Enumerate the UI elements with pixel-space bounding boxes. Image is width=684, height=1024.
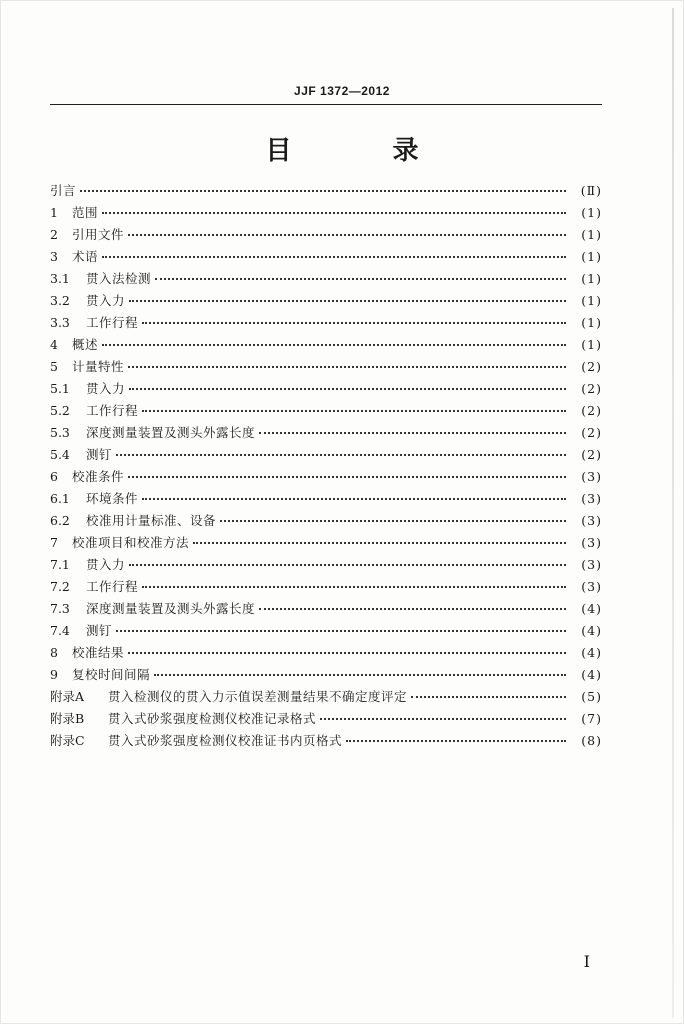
- toc-entry-number: 3: [50, 249, 58, 264]
- toc-entry-label: 贯入式砂浆强度检测仪校准证书内页格式: [108, 733, 343, 748]
- toc-entry-label: 引用文件: [72, 227, 125, 242]
- toc-dot-leader: [411, 696, 566, 698]
- toc-entry-number: 3.3: [50, 315, 70, 330]
- toc-entry[interactable]: [50, 378, 602, 400]
- toc-entry[interactable]: [50, 664, 602, 686]
- toc-dot-leader: [102, 344, 566, 346]
- toc-entry-number: 4: [50, 337, 58, 352]
- toc-entry-label: 校准条件: [72, 469, 125, 484]
- toc-entry-number: 7.1: [50, 557, 70, 572]
- toc-entry-label: 引言: [50, 183, 77, 198]
- toc-entry-label: 计量特性: [72, 359, 125, 374]
- toc-entry-label: 复校时间间隔: [72, 667, 151, 682]
- toc-entry-page: (3): [581, 535, 602, 550]
- toc-entry[interactable]: [50, 532, 602, 554]
- toc-entry-label: 校准结果: [72, 645, 125, 660]
- toc-entry-label: 工作行程: [86, 579, 139, 594]
- toc-dot-leader: [154, 674, 566, 676]
- toc-entry-page: (3): [581, 469, 602, 484]
- toc-dot-leader: [116, 630, 566, 632]
- toc-entry-number: 5: [50, 359, 58, 374]
- toc-dot-leader: [129, 300, 566, 302]
- toc-entry-label: 贯入力: [86, 293, 126, 308]
- toc-entry-page: (8): [581, 733, 602, 748]
- toc-entry-page: (3): [581, 491, 602, 506]
- toc-entry-page: (2): [581, 425, 602, 440]
- toc-entry-number: 5.1: [50, 381, 70, 396]
- toc-entry-number: 6.2: [50, 513, 70, 528]
- toc-entry[interactable]: [50, 202, 602, 224]
- toc-entry[interactable]: [50, 334, 602, 356]
- toc-entry[interactable]: [50, 510, 602, 532]
- toc-entry[interactable]: [50, 356, 602, 378]
- toc-entry-label: 贯入式砂浆强度检测仪校准记录格式: [108, 711, 317, 726]
- toc-entry-label: 校准用计量标准、设备: [86, 513, 217, 528]
- toc-entry[interactable]: [50, 708, 602, 730]
- toc-entry-label: 测钉: [86, 623, 113, 638]
- toc-dot-leader: [155, 278, 566, 280]
- toc-entry[interactable]: [50, 312, 602, 334]
- toc-entry-page: (1): [581, 205, 602, 220]
- toc-entry-number: 3.2: [50, 293, 70, 308]
- toc-entry-page: (3): [581, 513, 602, 528]
- toc-entry[interactable]: [50, 598, 602, 620]
- table-of-contents: [50, 180, 602, 752]
- toc-entry[interactable]: [50, 466, 602, 488]
- toc-entry-label: 校准项目和校准方法: [72, 535, 190, 550]
- toc-entry-page: (5): [581, 689, 602, 704]
- toc-entry-label: 概述: [72, 337, 99, 352]
- toc-entry-label: 贯入法检测: [86, 271, 152, 286]
- toc-entry-page: (1): [581, 293, 602, 308]
- toc-entry-page: (2): [581, 403, 602, 418]
- toc-entry-number: 7: [50, 535, 58, 550]
- toc-entry-number: 9: [50, 667, 58, 682]
- toc-entry-page: (4): [581, 667, 602, 682]
- toc-entry-page: (4): [581, 623, 602, 638]
- page-title: 目 录: [265, 136, 465, 166]
- toc-entry[interactable]: [50, 686, 602, 708]
- toc-entry-label: 深度测量装置及测头外露长度: [86, 425, 256, 440]
- toc-entry-number: 3.1: [50, 271, 70, 286]
- toc-entry-number: 7.3: [50, 601, 70, 616]
- toc-entry[interactable]: [50, 224, 602, 246]
- toc-dot-leader: [102, 212, 566, 214]
- toc-entry-label: 贯入检测仪的贯入力示值误差测量结果不确定度评定: [108, 689, 408, 704]
- toc-entry-number: 附录B: [50, 711, 85, 726]
- toc-dot-leader: [80, 190, 566, 192]
- toc-entry-label: 测钉: [86, 447, 113, 462]
- toc-entry-page: (2): [581, 447, 602, 462]
- toc-entry-label: 工作行程: [86, 315, 139, 330]
- toc-entry-label: 术语: [72, 249, 99, 264]
- toc-dot-leader: [220, 520, 566, 522]
- toc-entry[interactable]: [50, 422, 602, 444]
- header-rule: [50, 104, 602, 105]
- toc-entry-number: 附录C: [50, 733, 85, 748]
- toc-entry[interactable]: [50, 488, 602, 510]
- toc-dot-leader: [128, 366, 566, 368]
- toc-entry-number: 6: [50, 469, 58, 484]
- toc-entry-page: (2): [581, 359, 602, 374]
- toc-dot-leader: [346, 740, 566, 742]
- toc-entry-page: (3): [581, 579, 602, 594]
- toc-dot-leader: [142, 498, 566, 500]
- toc-entry[interactable]: [50, 576, 602, 598]
- toc-entry-number: 6.1: [50, 491, 70, 506]
- toc-dot-leader: [116, 454, 566, 456]
- toc-entry[interactable]: [50, 246, 602, 268]
- toc-entry[interactable]: [50, 290, 602, 312]
- toc-entry-number: 1: [50, 205, 58, 220]
- toc-entry-page: (4): [581, 645, 602, 660]
- toc-entry-label: 环境条件: [86, 491, 139, 506]
- toc-entry-page: (Ⅱ): [580, 183, 602, 198]
- toc-entry[interactable]: [50, 620, 602, 642]
- toc-dot-leader: [259, 432, 566, 434]
- toc-dot-leader: [142, 322, 566, 324]
- toc-entry[interactable]: [50, 444, 602, 466]
- toc-entry-page: (4): [581, 601, 602, 616]
- toc-entry-number: 7.4: [50, 623, 70, 638]
- toc-entry-page: (1): [581, 249, 602, 264]
- toc-entry-number: 7.2: [50, 579, 70, 594]
- toc-dot-leader: [320, 718, 566, 720]
- toc-entry[interactable]: [50, 642, 602, 664]
- toc-entry-number: 8: [50, 645, 58, 660]
- toc-entry-page: (1): [581, 227, 602, 242]
- toc-entry-number: 5.4: [50, 447, 70, 462]
- toc-entry-number: 2: [50, 227, 58, 242]
- toc-entry-page: (3): [581, 557, 602, 572]
- toc-dot-leader: [128, 652, 566, 654]
- toc-dot-leader: [129, 564, 566, 566]
- toc-entry-label: 工作行程: [86, 403, 139, 418]
- toc-entry-label: 范围: [72, 205, 99, 220]
- toc-entry-page: (2): [581, 381, 602, 396]
- toc-entry[interactable]: [50, 268, 602, 290]
- toc-entry-page: (1): [581, 315, 602, 330]
- toc-entry-page: (1): [581, 337, 602, 352]
- toc-dot-leader: [142, 586, 566, 588]
- toc-entry-label: 贯入力: [86, 381, 126, 396]
- page-number: I: [583, 952, 590, 971]
- toc-dot-leader: [128, 234, 566, 236]
- toc-entry[interactable]: [50, 554, 602, 576]
- toc-entry[interactable]: [50, 730, 602, 752]
- standard-code: JJF 1372—2012: [294, 84, 390, 98]
- toc-dot-leader: [128, 476, 566, 478]
- toc-entry-number: 附录A: [50, 689, 85, 704]
- toc-entry-page: (7): [581, 711, 602, 726]
- toc-entry-label: 贯入力: [86, 557, 126, 572]
- toc-dot-leader: [129, 388, 566, 390]
- toc-entry-number: 5.2: [50, 403, 70, 418]
- toc-dot-leader: [193, 542, 566, 544]
- toc-dot-leader: [142, 410, 566, 412]
- toc-entry[interactable]: [50, 400, 602, 422]
- toc-entry[interactable]: [50, 180, 602, 202]
- toc-entry-label: 深度测量装置及测头外露长度: [86, 601, 256, 616]
- toc-dot-leader: [102, 256, 566, 258]
- toc-dot-leader: [259, 608, 566, 610]
- toc-entry-page: (1): [581, 271, 602, 286]
- toc-entry-number: 5.3: [50, 425, 70, 440]
